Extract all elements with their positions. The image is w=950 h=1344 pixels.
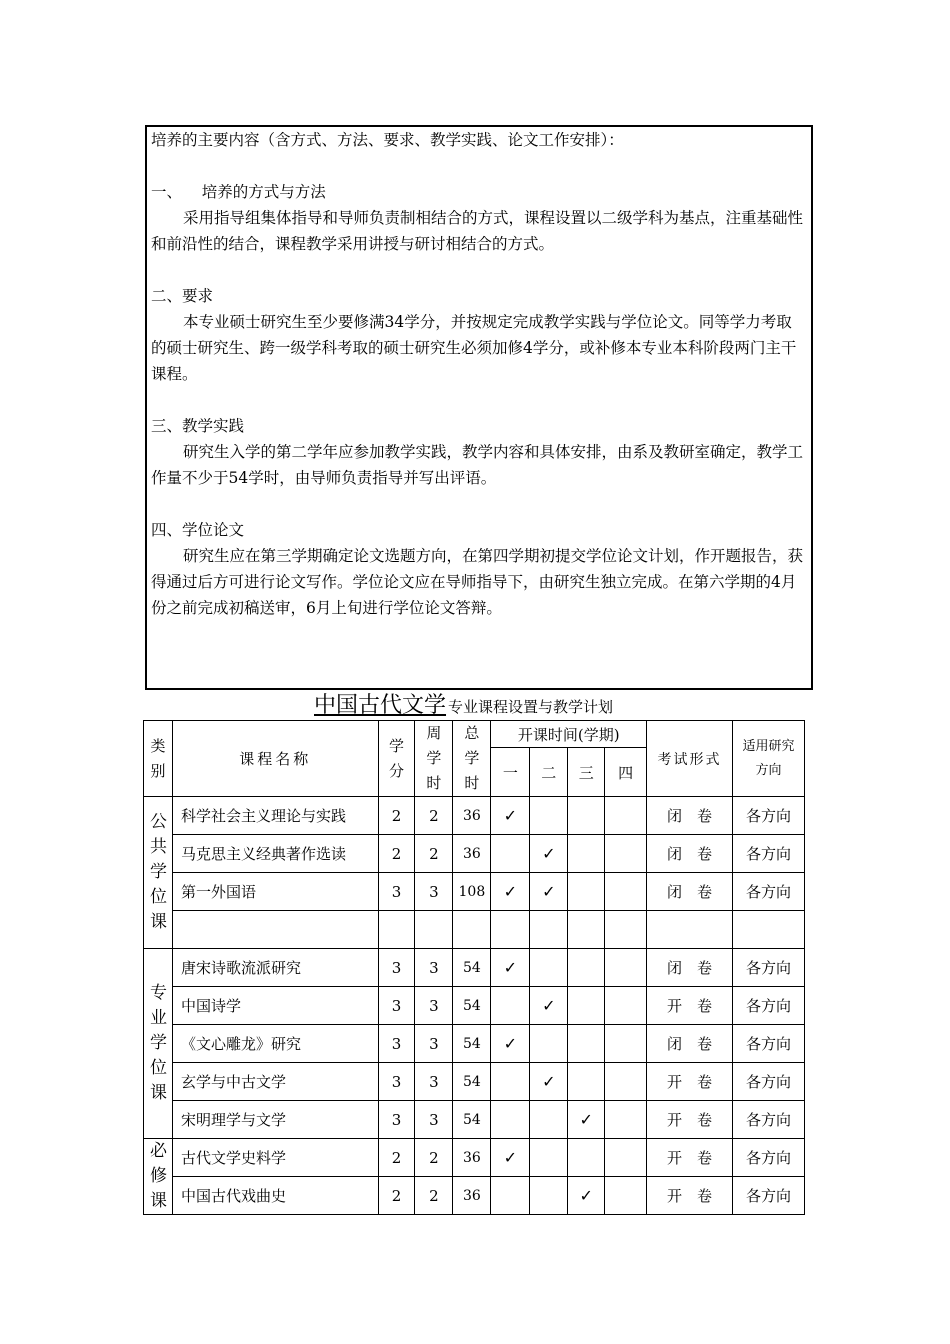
total-hours: 108 [453, 873, 491, 911]
exam-type: 开 卷 [647, 1101, 733, 1139]
course-name: 唐宋诗歌流派研究 [172, 949, 378, 987]
direction: 各方向 [732, 1177, 804, 1215]
term-1-cell [491, 911, 530, 949]
exam-type: 闭 卷 [647, 797, 733, 835]
term-4-cell [605, 1063, 647, 1101]
table-row [144, 1139, 805, 1177]
header-total-hours: 总学时 [453, 721, 491, 797]
header-exam: 考试形式 [647, 721, 733, 797]
section-text: 研究生应在第三学期确定论文选题方向，在第四学期初提交学位论文计划，作开题报告，获得通过后方可进行论文写作。学位论文应在导师指导下，由研究生独立完成。在第六学期的4月份之前完成初稿送审，6月上旬进行学位论文答辩。 [151, 547, 804, 617]
weekly-hours: 2 [415, 835, 453, 873]
weekly-hours: 3 [415, 1063, 453, 1101]
direction: 各方向 [732, 1063, 804, 1101]
table-row [144, 1025, 805, 1063]
table-row [144, 1177, 805, 1215]
header-term-4: 四 [605, 748, 647, 797]
term-4-cell [605, 873, 647, 911]
table-row [144, 911, 805, 949]
category-cell: 公共学位课 [144, 797, 173, 949]
course-name: 马克思主义经典著作选读 [172, 835, 378, 873]
direction [732, 911, 804, 949]
direction: 各方向 [732, 835, 804, 873]
section-text: 本专业硕士研究生至少要修满34学分，并按规定完成教学实践与学位论文。同等学力考取的硕士研究生、跨一级学科考取的硕士研究生必须加修4学分，或补修本专业本科阶段两门主干课程。 [151, 313, 797, 383]
term-3-cell [568, 873, 605, 911]
credit: 3 [378, 1063, 415, 1101]
weekly-hours: 2 [415, 1139, 453, 1177]
checkmark-icon: ✓ [503, 1148, 518, 1167]
term-1-cell [491, 797, 530, 835]
section-text: 采用指导组集体指导和导师负责制相结合的方式，课程设置以二级学科为基点，注重基础性和前沿性的结合，课程教学采用讲授与研讨相结合的方式。 [151, 209, 804, 253]
direction: 各方向 [732, 987, 804, 1025]
checkmark-icon: ✓ [542, 844, 556, 863]
major-name: 中国古代文学 [314, 693, 447, 718]
total-hours: 54 [453, 987, 491, 1025]
table-row [144, 797, 805, 835]
term-2-cell [530, 1063, 568, 1101]
credit: 2 [378, 797, 415, 835]
table-row [144, 987, 805, 1025]
exam-type: 闭 卷 [647, 949, 733, 987]
direction: 各方向 [732, 949, 804, 987]
total-hours: 36 [453, 1177, 491, 1215]
category-cell: 专业学位课 [144, 949, 173, 1139]
table-title [300, 688, 613, 719]
header-term: 开课时间(学期) [491, 721, 647, 748]
term-3-cell [568, 1139, 605, 1177]
term-2-cell [530, 835, 568, 873]
direction: 各方向 [732, 873, 804, 911]
weekly-hours: 3 [415, 987, 453, 1025]
checkmark-icon: ✓ [542, 996, 556, 1015]
table-row [144, 873, 805, 911]
term-4-cell [605, 1177, 647, 1215]
exam-type [647, 911, 733, 949]
total-hours: 54 [453, 1025, 491, 1063]
term-1-cell [491, 1177, 530, 1215]
term-4-cell [605, 911, 647, 949]
checkmark-icon: ✓ [503, 1034, 518, 1053]
total-hours: 54 [453, 949, 491, 987]
title-suffix: 专业课程设置与教学计划 [448, 698, 614, 716]
term-3-cell [568, 1177, 605, 1215]
header-name: 课程名称 [172, 721, 378, 797]
weekly-hours: 3 [415, 949, 453, 987]
section-title: 一、 培养的方式与方法 [151, 183, 326, 201]
section-title: 三、教学实践 [151, 417, 245, 435]
term-4-cell [605, 835, 647, 873]
term-3-cell [568, 987, 605, 1025]
exam-type: 开 卷 [647, 1139, 733, 1177]
section-text: 研究生入学的第二学年应参加教学实践，教学内容和具体安排，由系及教研室确定，教学工作量不少于54学时，由导师负责指导并写出评语。 [151, 443, 804, 487]
term-3-cell [568, 1063, 605, 1101]
total-hours: 36 [453, 835, 491, 873]
course-name: 《文心雕龙》研究 [172, 1025, 378, 1063]
direction: 各方向 [732, 1025, 804, 1063]
term-1-cell [491, 987, 530, 1025]
total-hours: 36 [453, 1139, 491, 1177]
header-credit: 学分 [378, 721, 415, 797]
checkmark-icon: ✓ [503, 958, 518, 977]
table-row [144, 1063, 805, 1101]
term-2-cell [530, 1101, 568, 1139]
category-cell: 必修课 [144, 1139, 173, 1215]
checkmark-icon: ✓ [579, 1186, 593, 1205]
term-4-cell [605, 987, 647, 1025]
table-row [144, 835, 805, 873]
course-name: 古代文学史料学 [172, 1139, 378, 1177]
term-3-cell [568, 911, 605, 949]
course-name: 科学社会主义理论与实践 [172, 797, 378, 835]
table-row [144, 1101, 805, 1139]
term-2-cell [530, 987, 568, 1025]
exam-type: 开 卷 [647, 987, 733, 1025]
term-1-cell [491, 1063, 530, 1101]
exam-type: 闭 卷 [647, 1025, 733, 1063]
term-4-cell [605, 797, 647, 835]
term-3-cell [568, 949, 605, 987]
direction: 各方向 [732, 797, 804, 835]
course-name: 玄学与中古文学 [172, 1063, 378, 1101]
term-4-cell [605, 1101, 647, 1139]
term-3-cell [568, 1101, 605, 1139]
term-2-cell [530, 1025, 568, 1063]
exam-type: 开 卷 [647, 1177, 733, 1215]
weekly-hours: 3 [415, 873, 453, 911]
total-hours: 54 [453, 1101, 491, 1139]
checkmark-icon: ✓ [503, 882, 518, 901]
header-direction: 适用研究方向 [732, 721, 804, 797]
total-hours: 54 [453, 1063, 491, 1101]
exam-type: 开 卷 [647, 1063, 733, 1101]
course-name [172, 911, 378, 949]
term-1-cell [491, 873, 530, 911]
exam-type: 闭 卷 [647, 873, 733, 911]
course-name: 中国古代戏曲史 [172, 1177, 378, 1215]
section-title: 二、要求 [151, 287, 214, 305]
term-1-cell [491, 949, 530, 987]
header-term-2: 二 [530, 748, 568, 797]
course-name: 宋明理学与文学 [172, 1101, 378, 1139]
term-2-cell [530, 911, 568, 949]
plan-heading: 培养的主要内容（含方式、方法、要求、教学实践、论文工作安排）： [151, 131, 624, 149]
weekly-hours: 2 [415, 1177, 453, 1215]
total-hours [453, 911, 491, 949]
header-category: 类别 [144, 721, 173, 797]
checkmark-icon: ✓ [542, 1072, 556, 1091]
header-term-3: 三 [568, 748, 605, 797]
term-4-cell [605, 1139, 647, 1177]
checkmark-icon: ✓ [503, 806, 518, 825]
term-3-cell [568, 797, 605, 835]
total-hours: 36 [453, 797, 491, 835]
credit [378, 911, 415, 949]
course-name: 第一外国语 [172, 873, 378, 911]
course-name: 中国诗学 [172, 987, 378, 1025]
weekly-hours: 3 [415, 1101, 453, 1139]
section-title: 四、学位论文 [151, 521, 245, 539]
credit: 3 [378, 1101, 415, 1139]
course-table [143, 720, 805, 1215]
term-2-cell [530, 949, 568, 987]
credit: 2 [378, 835, 415, 873]
weekly-hours: 3 [415, 1025, 453, 1063]
term-2-cell [530, 1177, 568, 1215]
header-term-1: 一 [491, 748, 530, 797]
term-4-cell [605, 949, 647, 987]
credit: 3 [378, 949, 415, 987]
term-2-cell [530, 873, 568, 911]
term-2-cell [530, 797, 568, 835]
checkmark-icon: ✓ [579, 1110, 593, 1129]
term-3-cell [568, 835, 605, 873]
table-row [144, 949, 805, 987]
term-1-cell [491, 1139, 530, 1177]
credit: 3 [378, 1025, 415, 1063]
training-plan-box [145, 125, 813, 690]
direction: 各方向 [732, 1101, 804, 1139]
exam-type: 闭 卷 [647, 835, 733, 873]
credit: 2 [378, 1139, 415, 1177]
term-1-cell [491, 1101, 530, 1139]
term-1-cell [491, 835, 530, 873]
weekly-hours [415, 911, 453, 949]
direction: 各方向 [732, 1139, 804, 1177]
credit: 3 [378, 873, 415, 911]
weekly-hours: 2 [415, 797, 453, 835]
term-1-cell [491, 1025, 530, 1063]
credit: 3 [378, 987, 415, 1025]
term-3-cell [568, 1025, 605, 1063]
term-4-cell [605, 1025, 647, 1063]
header-weekly-hours: 周学时 [415, 721, 453, 797]
credit: 2 [378, 1177, 415, 1215]
term-2-cell [530, 1139, 568, 1177]
checkmark-icon: ✓ [542, 882, 556, 901]
